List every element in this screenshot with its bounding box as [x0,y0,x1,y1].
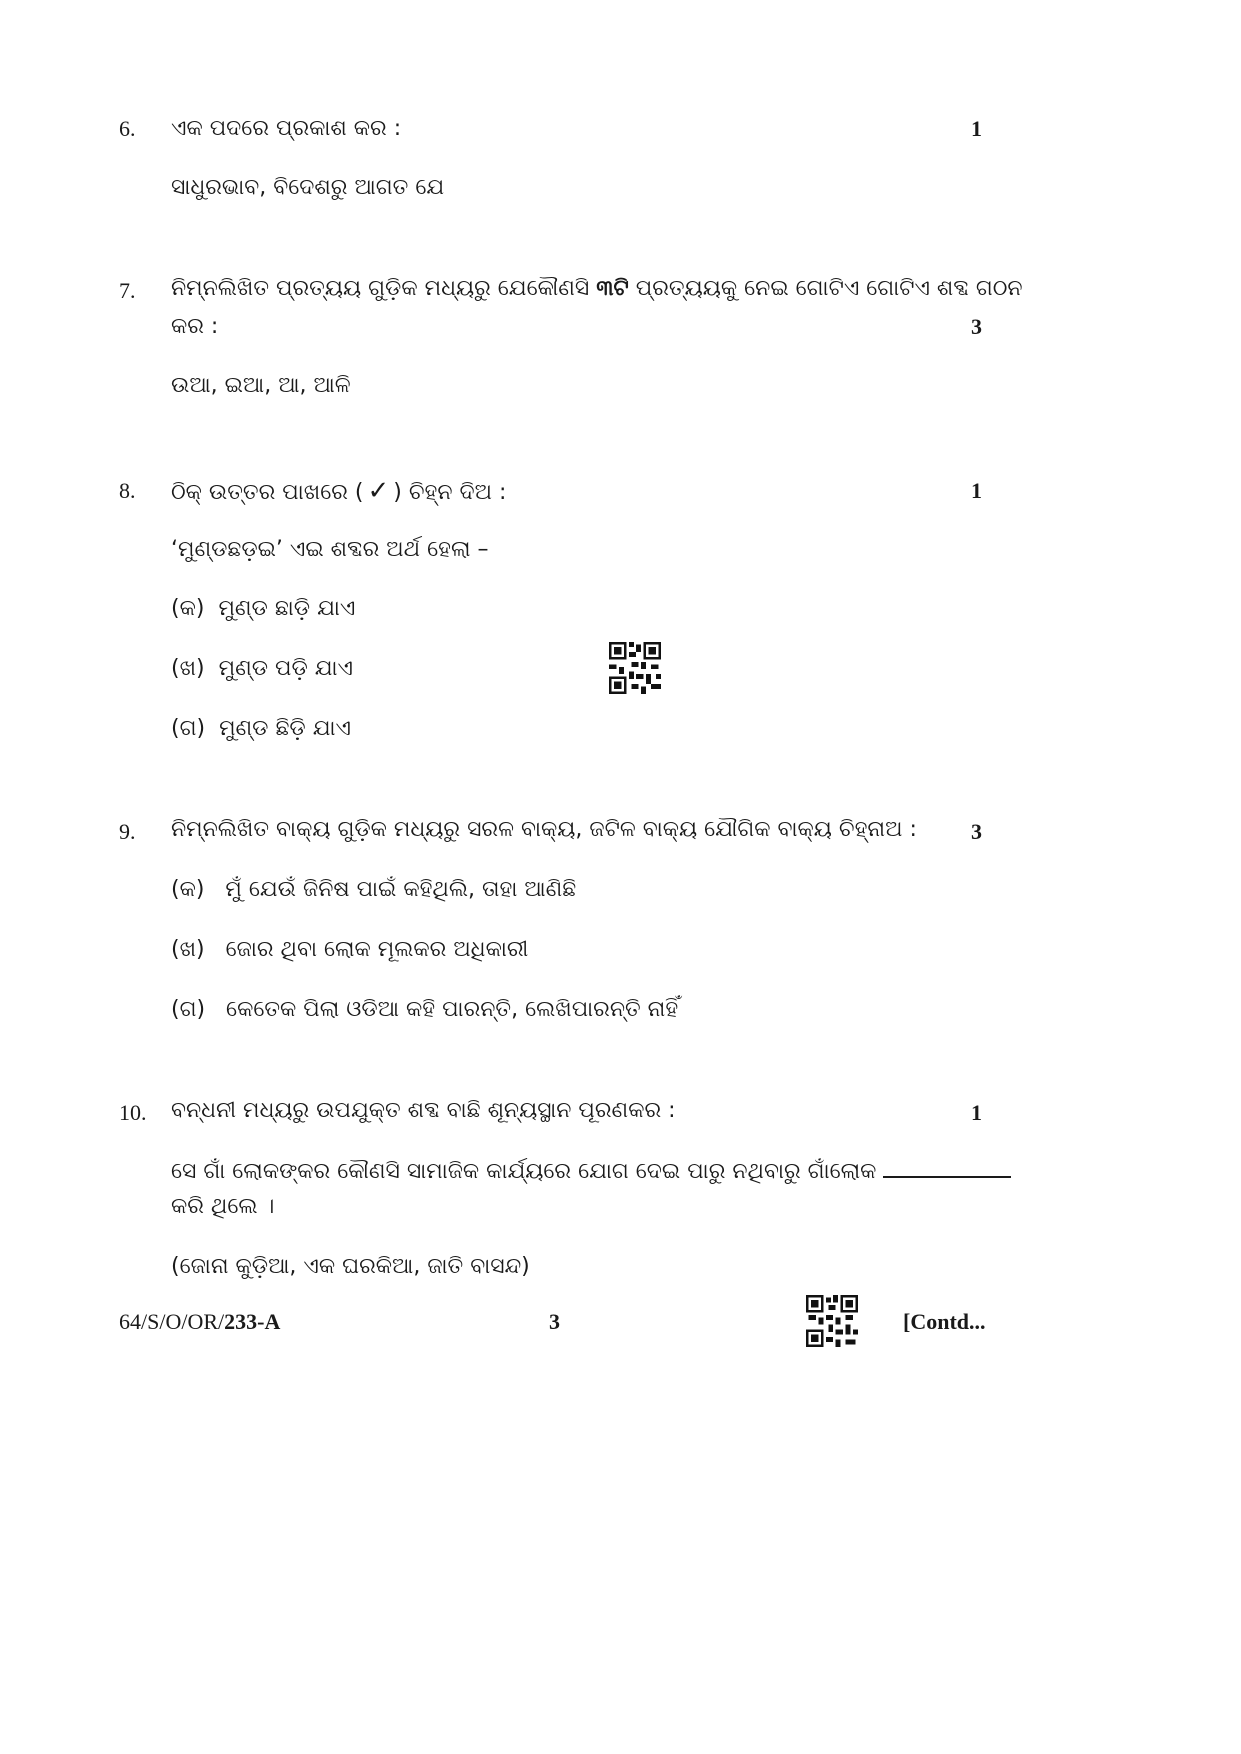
question-prompt: ଠିକ୍ ଉତ୍ତର ପାଖରେ ( ✓ ) ଚିହ୍ନ ଦିଅ : [171,476,507,506]
question-marks: 1 [971,1100,982,1125]
option-text: ଜୋର ଥିବା ଲୋକ ମୂଲକର ଅଧିକାରୀ [225,937,529,962]
option-text: ମୁଁ ଯେଉଁ ଜିନିଷ ପାଇଁ କହିଥିଲି, ତାହା ଆଣିଛି [225,877,577,902]
question-prompt-continued: କର : [171,314,219,339]
question-content: ‘ମୁଣ୍ଡଛଡ଼ଇ’ ଏଇ ଶବ୍ଦର ଅର୍ଥ ହେଲା – [171,537,489,562]
question-content: ସାଧୁରଭାବ, ବିଦେଶରୁ ଆଗତ ଯେ [171,175,445,200]
question-prompt: ବନ୍ଧନୀ ମଧ୍ୟରୁ ଉପଯୁକ୍ତ ଶବ୍ଦ ବାଛି ଶୂନ୍ୟସ୍ଥାନ ପୂରଣକର : [171,1098,676,1123]
option-text: ମୁଣ୍ଡ ପଡ଼ି ଯାଏ [218,656,354,681]
question-prompt: ନିମ୍ନଲିଖିତ ପ୍ରତ୍ୟୟ ଗୁଡ଼ିକ ମଧ୍ୟରୁ ଯେକୌଣସି ୩ଟି ପ୍ରତ୍ୟୟକୁ ନେଇ ଗୋଟିଏ ଗୋଟିଏ ଶବ୍ଦ ଗଠନ [171,276,1023,301]
fill-in-blank [883,1158,1011,1178]
option-label: (କ) [171,877,205,902]
option-item [171,716,351,741]
option-label: (ଗ) [171,997,206,1022]
continued-label: [Contd... [903,1309,986,1334]
page-number: 3 [549,1309,560,1334]
qr-code-icon [806,1295,858,1351]
option-text: ମୁଣ୍ଡ ଛାଡ଼ି ଯାଏ [218,596,356,621]
question-content-continued: କରି ଥିଲେ । [171,1194,275,1219]
question-number: 6. [119,116,136,141]
option-item [171,656,353,681]
question-number: 10. [119,1100,147,1125]
option-text: କେତେକ ପିଲା ଓଡିଆ କହି ପାରନ୍ତି, ଲେଖିପାରନ୍ତି ନାହିଁ [226,997,679,1022]
option-label: (ଖ) [171,937,205,962]
qr-code-icon [609,642,661,698]
question-number: 9. [119,819,136,844]
option-item [171,937,528,962]
answer-choices: (ଜୋନା କୁଡ଼ିଆ, ଏକ ଘରକିଆ, ଜାତି ବାସନ୍ଦ) [171,1254,530,1279]
question-marks: 3 [971,314,982,339]
emphasis-count: ୩ଟି [596,276,629,301]
option-label: (କ) [171,596,205,621]
paper-code: 64/S/O/OR/233-A [119,1309,281,1334]
option-label: (ଗ) [171,716,206,741]
option-text: ମୁଣ୍ଡ ଛିଡ଼ି ଯାଏ [219,716,351,741]
question-content: ସେ ଗାଁ ଲୋକଙ୍କର କୌଣସି ସାମାଜିକ କାର୍ଯ୍ୟରେ ଯୋଗ ଦେଇ ପାରୁ ନଥିବାରୁ ଗାଁଲୋକ [171,1158,1011,1184]
question-prompt: ନିମ୍ନଲିଖିତ ବାକ୍ୟ ଗୁଡ଼ିକ ମଧ୍ୟରୁ ସରଳ ବାକ୍ୟ, ଜଟିଳ ବାକ୍ୟ ଯୌଗିକ ବାକ୍ୟ ଚିହ୍ନାଅ : [171,817,917,842]
question-content: ଉଆ, ଇଆ, ଆ, ଆଳି [171,373,351,398]
question-prompt: ଏକ ପଦରେ ପ୍ରକାଶ କର : [171,116,402,141]
question-number: 8. [119,478,136,503]
check-mark-icon: ✓ [367,476,390,506]
option-item [171,997,678,1022]
option-item [171,596,355,621]
question-marks: 3 [971,819,982,844]
option-label: (ଖ) [171,656,205,681]
question-marks: 1 [971,478,982,503]
question-marks: 1 [971,116,982,141]
question-number: 7. [119,278,136,303]
option-item [171,877,576,902]
